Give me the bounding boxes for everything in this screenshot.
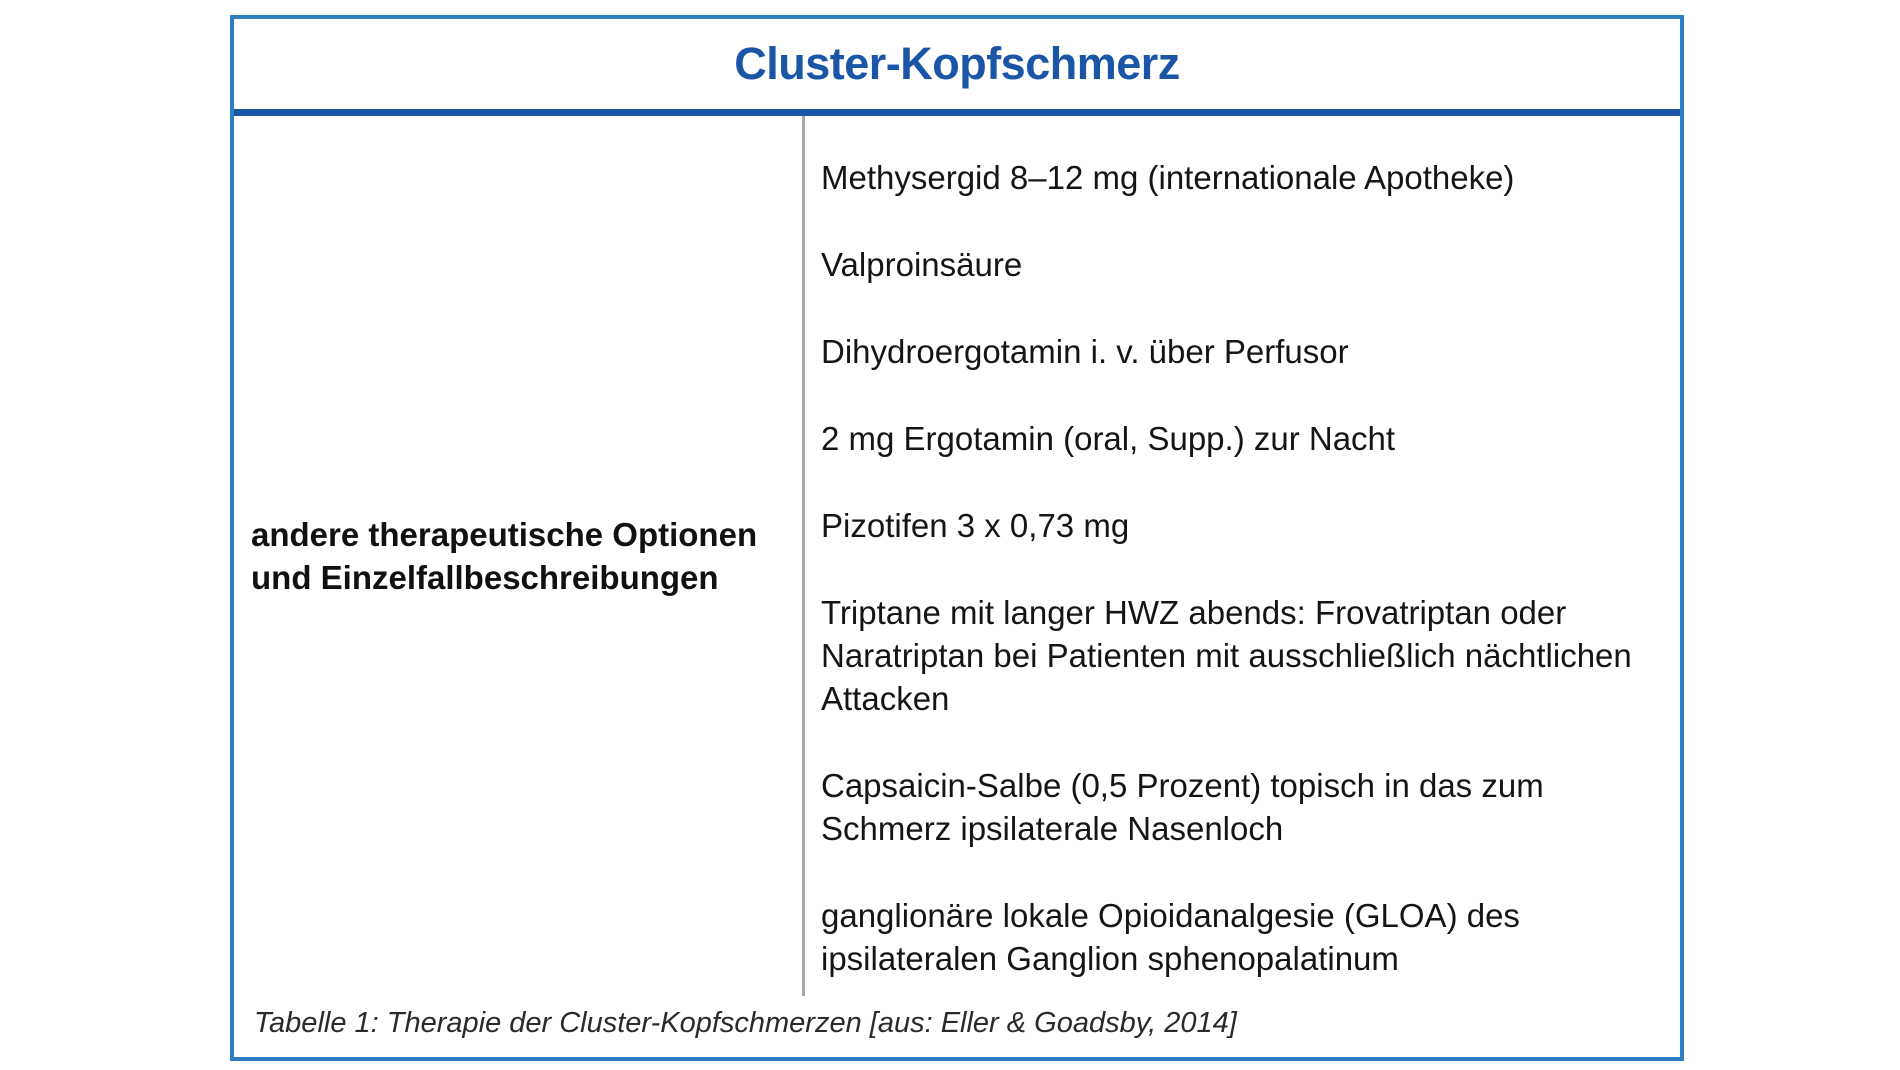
- table-caption: Tabelle 1: Therapie der Cluster-Kopfschmerzen [aus: Eller & Goadsby, 2014]: [254, 1007, 1237, 1039]
- category-label-line-2: und Einzelfallbeschreibungen: [251, 559, 719, 596]
- category-cell: [251, 116, 796, 996]
- therapy-table: [230, 15, 1684, 1061]
- options-cell: [821, 156, 1661, 1024]
- header-rule: [234, 109, 1680, 116]
- option-item: Valproinsäure: [821, 246, 1023, 283]
- option-item: Dihydroergotamin i. v. über Perfusor: [821, 333, 1349, 370]
- option-item: Triptane mit langer HWZ abends: Frovatriptan oder Naratriptan bei Patienten mit ausschließlich nächtlichen Attacken: [821, 594, 1632, 717]
- option-item: Pizotifen 3 x 0,73 mg: [821, 507, 1130, 544]
- table-title: Cluster-Kopfschmerz: [734, 38, 1180, 89]
- option-item: ganglionäre lokale Opioidanalgesie (GLOA) des ipsilateralen Ganglion sphenopalatinum: [821, 897, 1520, 977]
- option-item: 2 mg Ergotamin (oral, Supp.) zur Nacht: [821, 420, 1396, 457]
- table-header: [234, 19, 1680, 109]
- category-label: [251, 513, 757, 599]
- option-item: Capsaicin-Salbe (0,5 Prozent) topisch in das zum Schmerz ipsilaterale Nasenloch: [821, 767, 1544, 847]
- option-item: Methysergid 8–12 mg (internationale Apotheke): [821, 159, 1515, 196]
- category-label-line-1: andere therapeutische Optionen: [251, 516, 758, 553]
- column-divider: [802, 116, 805, 996]
